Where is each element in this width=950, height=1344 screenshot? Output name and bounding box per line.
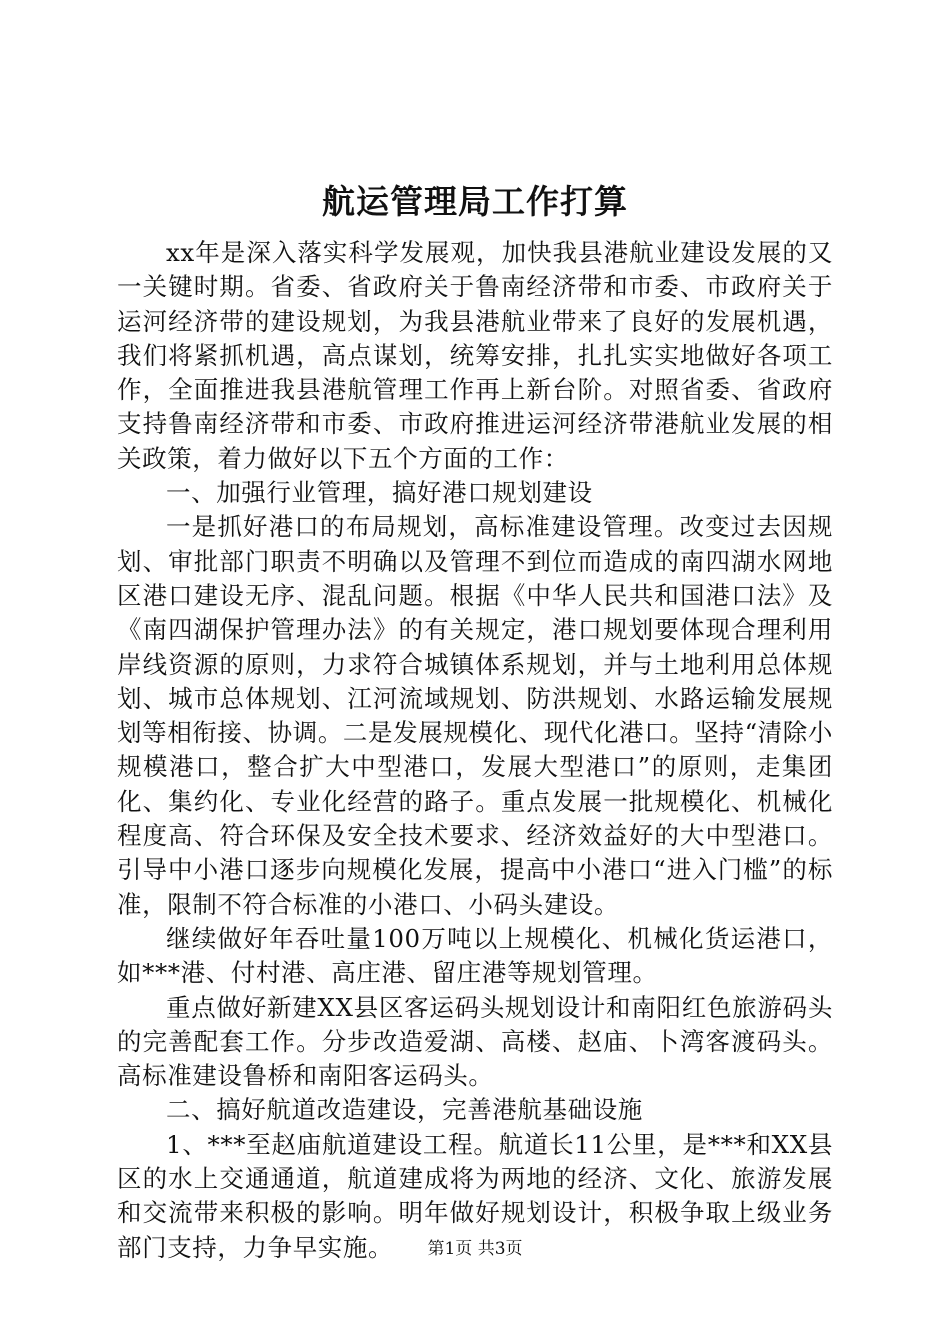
paragraph-passenger-terminals: 重点做好新建XX县区客运码头规划设计和南阳红色旅游码头的完善配套工作。分步改造爱湖、高楼、赵庙、卜湾客渡码头。高标准建设鲁桥和南阳客运码头。	[117, 992, 833, 1091]
page-footer: 第1页 共3页	[427, 1239, 523, 1259]
paragraph-cargo-ports: 继续做好年吞吐量100万吨以上规模化、机械化货运港口，如***港、付村港、高庄港、留庄港等规划管理。	[117, 923, 833, 988]
document-body	[117, 236, 833, 1265]
section-heading-1: 一、加强行业管理，搞好港口规划建设	[166, 478, 593, 508]
section-heading-2: 二、搞好航道改造建设，完善港航基础设施	[166, 1095, 643, 1125]
paragraph-intro: xx年是深入落实科学发展观，加快我县港航业建设发展的又一关键时期。省委、省政府关于鲁南经济带和市委、市政府关于运河经济带的建设规划，为我县港航业带来了良好的发展机遇，我们将紧抓机遇，高点谋划，统筹安排，扎扎实实地做好各项工作，全面推进我县港航管理工作再上新台阶。对照省委、省政府支持鲁南经济带和市委、市政府推进运河经济带港航业发展的相关政策，着力做好以下五个方面的工作：	[117, 238, 833, 473]
document-title: 航运管理局工作打算	[322, 182, 628, 221]
paragraph-port-planning: 一是抓好港口的布局规划，高标准建设管理。改变过去因规划、审批部门职责不明确以及管理不到位而造成的南四湖水网地区港口建设无序、混乱问题。根据《中华人民共和国港口法》及《南四湖保护管理办法》的有关规定，港口规划要体现合理利用岸线资源的原则，力求符合城镇体系规划，并与土地利用总体规划、城市总体规划、江河流域规划、防洪规划、水路运输发展规划等相衔接、协调。二是发展规模化、现代化港口。坚持“清除小规模港口，整合扩大中型港口，发展大型港口”的原则，走集团化、集约化、专业化经营的路子。重点发展一批规模化、机械化程度高、符合环保及安全技术要求、经济效益好的大中型港口。引导中小港口逐步向规模化发展，提高中小港口“进入门槛”的标准，限制不符合标准的小港口、小码头建设。	[117, 512, 833, 919]
paragraph-waterway-project: 1、***至赵庙航道建设工程。航道长11公里，是***和XX县区的水上交通通道，航道建成将为两地的经济、文化、旅游发展和交流带来积极的影响。明年做好规划设计，积极争取上级业务部门支持，力争早实施。	[117, 1129, 833, 1262]
